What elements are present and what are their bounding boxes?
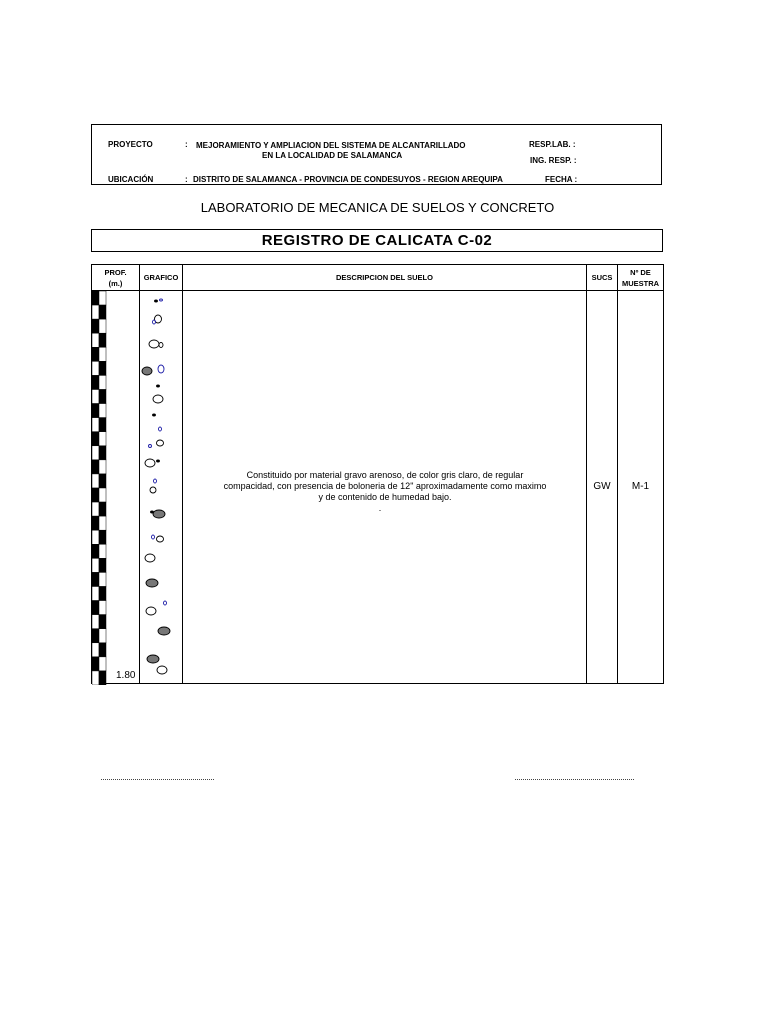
signature-line-left (101, 779, 214, 780)
soil-log-table (91, 264, 664, 684)
scale-cell (92, 516, 99, 530)
scale-cell (92, 390, 99, 404)
col-muestra-line2: MUESTRA (621, 278, 660, 288)
gravel-stone (157, 385, 160, 387)
scale-cell (92, 558, 99, 572)
scale-cell (92, 530, 99, 544)
col-prof-header (92, 265, 139, 290)
gravel-stone (149, 340, 159, 348)
ubicacion-colon: : (185, 175, 188, 184)
scale-cell (92, 615, 99, 629)
scale-cell (92, 601, 99, 615)
gravel-stone (146, 607, 156, 615)
scale-cell (99, 516, 106, 530)
scale-cell (99, 657, 106, 671)
scale-cell (92, 474, 99, 488)
scale-cell (99, 474, 106, 488)
scale-cell (99, 488, 106, 502)
scale-cell (99, 333, 106, 347)
grafico-column (140, 291, 182, 685)
col-sucs-header (587, 265, 617, 290)
col-divider (182, 265, 183, 683)
gravel-stone (153, 510, 165, 518)
scale-cell (92, 333, 99, 347)
gravel-stone (147, 655, 159, 663)
description-line3: y de contenido de humedad bajo. (318, 492, 452, 502)
proyecto-label: PROYECTO (108, 140, 153, 149)
col-muestra-line1: Nº DE (630, 267, 651, 277)
scale-cell (92, 671, 99, 685)
proyecto-colon: : (185, 140, 188, 149)
gravel-stone (164, 601, 167, 605)
scale-cell (99, 629, 106, 643)
scale-cell (92, 657, 99, 671)
col-descripcion-label: DESCRIPCION DEL SUELO (336, 273, 433, 282)
gravel-stone (155, 300, 158, 302)
col-sucs-label: SUCS (591, 273, 613, 282)
soil-description (185, 470, 585, 514)
gravel-stone (146, 579, 158, 587)
scale-cell (99, 671, 106, 685)
scale-cell (92, 305, 99, 319)
scale-cell (99, 432, 106, 446)
scale-cell (92, 418, 99, 432)
sucs-value: GW (593, 481, 611, 492)
scale-cell (99, 319, 106, 333)
scale-cell (92, 375, 99, 389)
ubicacion-value: DISTRITO DE SALAMANCA - PROVINCIA DE CONDESUYOS - REGION AREQUIPA (193, 175, 503, 184)
scale-cell (99, 361, 106, 375)
gravel-stone (151, 511, 154, 513)
scale-cell (92, 572, 99, 586)
description-dot: . (378, 503, 382, 513)
col-muestra-header (618, 265, 663, 290)
scale-cell (92, 432, 99, 446)
col-prof-line2: (m.) (108, 278, 123, 288)
proyecto-line2: EN LA LOCALIDAD DE SALAMANCA (262, 151, 403, 160)
scale-cell (99, 502, 106, 516)
ubicacion-label: UBICACIÓN (108, 175, 154, 184)
scale-cell (92, 347, 99, 361)
fecha-label: FECHA : (545, 175, 578, 184)
scale-cell (99, 390, 106, 404)
gravel-stone (159, 427, 162, 431)
scale-cell (92, 502, 99, 516)
scale-cell (99, 544, 106, 558)
depth-value: 1.80 (116, 670, 136, 681)
scale-cell (99, 305, 106, 319)
scale-cell (92, 629, 99, 643)
scale-cell (99, 375, 106, 389)
scale-cell (99, 347, 106, 361)
col-divider (586, 265, 587, 683)
scale-cell (99, 643, 106, 657)
lab-title: LABORATORIO DE MECANICA DE SUELOS Y CONCRETO (200, 200, 555, 215)
gravel-stone (145, 554, 155, 562)
col-prof-line1: PROF. (104, 267, 127, 277)
resp-lab-label: RESP.LAB. : (529, 140, 576, 149)
gravel-stone (158, 365, 164, 373)
gravel-stone (150, 487, 156, 493)
scale-cell (99, 587, 106, 601)
gravel-stone (142, 367, 152, 375)
gravel-stone (158, 627, 170, 635)
gravel-stone (152, 535, 155, 539)
scale-cell (99, 615, 106, 629)
gravel-stone (157, 440, 164, 446)
ing-resp-label: ING. RESP. : (530, 156, 577, 165)
registro-title-box (91, 229, 663, 252)
gravel-stone (153, 320, 156, 324)
proyecto-line1: MEJORAMIENTO Y AMPLIACION DEL SISTEMA DE ALCANTARILLADO (196, 141, 466, 150)
gravel-stone (157, 536, 164, 542)
scale-cell (92, 446, 99, 460)
col-descripcion-header (183, 265, 586, 290)
scale-cell (92, 404, 99, 418)
scale-cell (92, 319, 99, 333)
scale-cell (99, 418, 106, 432)
scale-cell (99, 404, 106, 418)
scale-cell (92, 643, 99, 657)
scale-cell (99, 460, 106, 474)
gravel-stone (157, 666, 167, 674)
col-divider (617, 265, 618, 683)
col-grafico-header (140, 265, 182, 290)
scale-cell (92, 544, 99, 558)
scale-cell (99, 601, 106, 615)
gravel-stone (145, 459, 155, 467)
depth-scale (92, 291, 107, 685)
scale-cell (99, 291, 106, 305)
gravel-stone (153, 395, 163, 403)
scale-cell (99, 446, 106, 460)
muestra-value: M-1 (631, 481, 650, 492)
scale-cell (92, 488, 99, 502)
gravel-stone (154, 479, 157, 483)
registro-title: REGISTRO DE CALICATA C-02 (261, 232, 493, 249)
signature-line-right (515, 779, 634, 780)
gravel-stone (157, 460, 160, 462)
scale-cell (99, 558, 106, 572)
description-line1: Constituido por material gravo arenoso, de color gris claro, de regular (246, 470, 524, 480)
gravel-stone (160, 299, 163, 301)
scale-cell (92, 361, 99, 375)
project-header (91, 124, 662, 185)
col-grafico-label: GRAFICO (143, 273, 179, 282)
gravel-stone (153, 414, 156, 416)
gravel-stone (149, 445, 152, 448)
scale-cell (99, 530, 106, 544)
scale-cell (92, 291, 99, 305)
scale-cell (92, 460, 99, 474)
gravel-stone (159, 343, 163, 348)
description-line2: compacidad, con presencia de boloneria de 12" aproximadamente como maximo (223, 481, 547, 491)
scale-cell (92, 587, 99, 601)
scale-cell (99, 572, 106, 586)
